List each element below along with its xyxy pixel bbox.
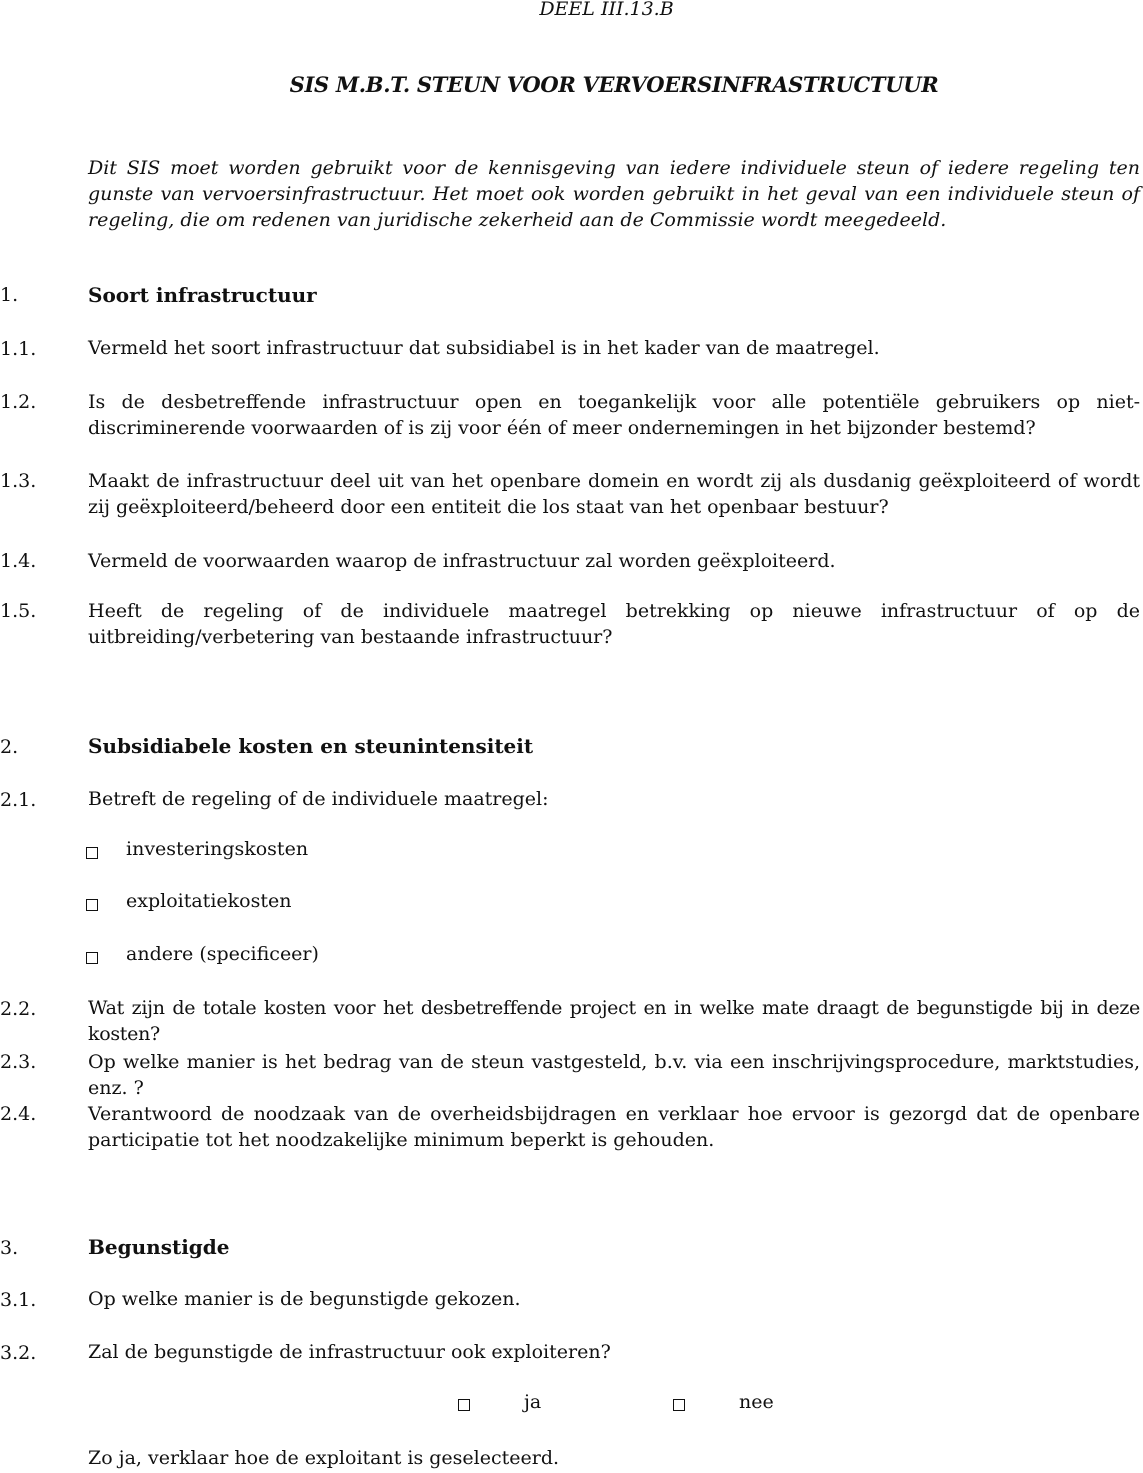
form-title: SIS M.B.T. STEUN VOOR VERVOERSINFRASTRUCTUUR (289, 72, 939, 97)
followup-text: Zo ja, verklaar hoe de exploitant is geselecteerd. (88, 1447, 560, 1469)
section-heading: Subsidiabele kosten en steunintensiteit (88, 734, 534, 758)
option-label: exploitatiekosten (126, 890, 292, 912)
intro-paragraph: Dit SIS moet worden gebruikt voor de kennisgeving van iedere individuele steun of iedere regeling ten gunste van vervoersinfrastructuur. Het moet ook worden gebruikt in het geval van een individuele steun of regeling, die om redenen van juridische zekerheid aan de Commissie wordt meegedeeld. (88, 157, 1140, 231)
option-label: andere (specificeer) (126, 943, 319, 965)
part-label: DEEL III.13.B (539, 0, 674, 20)
item-number: 2.3. (0, 1051, 37, 1073)
checkbox-ja[interactable] (458, 1399, 470, 1411)
item-number: 1.2. (0, 391, 37, 413)
option-no-label: nee (739, 1391, 774, 1413)
item-number: 2.2. (0, 998, 37, 1020)
item-text: Vermeld de voorwaarden waarop de infrastructuur zal worden geëxploiteerd. (88, 550, 836, 572)
item-text: Zal de begunstigde de infrastructuur ook exploiteren? (88, 1341, 611, 1363)
section-number: 2. (0, 736, 19, 758)
item-text: Wat zijn de totale kosten voor het desbetreffende project en in welke mate draagt de begunstigde bij in deze kosten? (88, 997, 1140, 1045)
item-number: 3.2. (0, 1342, 37, 1364)
checkbox-nee[interactable] (673, 1399, 685, 1411)
item-text: Op welke manier is het bedrag van de steun vastgesteld, b.v. via een inschrijvingsprocedure, marktstudies, enz. ? (88, 1051, 1140, 1099)
section-heading: Begunstigde (88, 1235, 230, 1259)
option-label: investeringskosten (126, 838, 309, 860)
checkbox-exploitatiekosten[interactable] (86, 899, 98, 911)
item-text: Betreft de regeling of de individuele maatregel: (88, 788, 549, 810)
section-heading: Soort infrastructuur (88, 283, 317, 307)
item-text: Heeft de regeling of de individuele maatregel betrekking op nieuwe infrastructuur of op de uitbreiding/verbetering van bestaande infrastructuur? (88, 600, 1140, 648)
section-number: 3. (0, 1237, 19, 1259)
checkbox-investeringskosten[interactable] (86, 847, 98, 859)
item-number: 1.5. (0, 600, 37, 622)
option-yes-label: ja (524, 1391, 542, 1413)
item-text: Verantwoord de noodzaak van de overheidsbijdragen en verklaar hoe ervoor is gezorgd dat de openbare participatie tot het noodzakelijke minimum beperkt is gehouden. (88, 1103, 1140, 1151)
item-number: 3.1. (0, 1289, 37, 1311)
item-text: Vermeld het soort infrastructuur dat subsidiabel is in het kader van de maatregel. (88, 337, 880, 359)
checkbox-andere[interactable] (86, 952, 98, 964)
section-number: 1. (0, 284, 19, 306)
item-text: Op welke manier is de begunstigde gekozen. (88, 1288, 521, 1310)
item-number: 1.1. (0, 338, 37, 360)
item-number: 2.1. (0, 789, 37, 811)
item-text: Maakt de infrastructuur deel uit van het openbare domein en wordt zij als dusdanig geëxploiteerd of wordt zij geëxploiteerd/beheerd door een entiteit die los staat van het openbaar bestuur? (88, 470, 1140, 518)
item-text: Is de desbetreffende infrastructuur open en toegankelijk voor alle potentiële gebruikers op niet-discriminerende voorwaarden of is zij voor één of meer ondernemingen in het bijzonder bestemd? (88, 391, 1140, 439)
item-number: 1.4. (0, 550, 37, 572)
item-number: 2.4. (0, 1103, 37, 1125)
item-number: 1.3. (0, 470, 37, 492)
